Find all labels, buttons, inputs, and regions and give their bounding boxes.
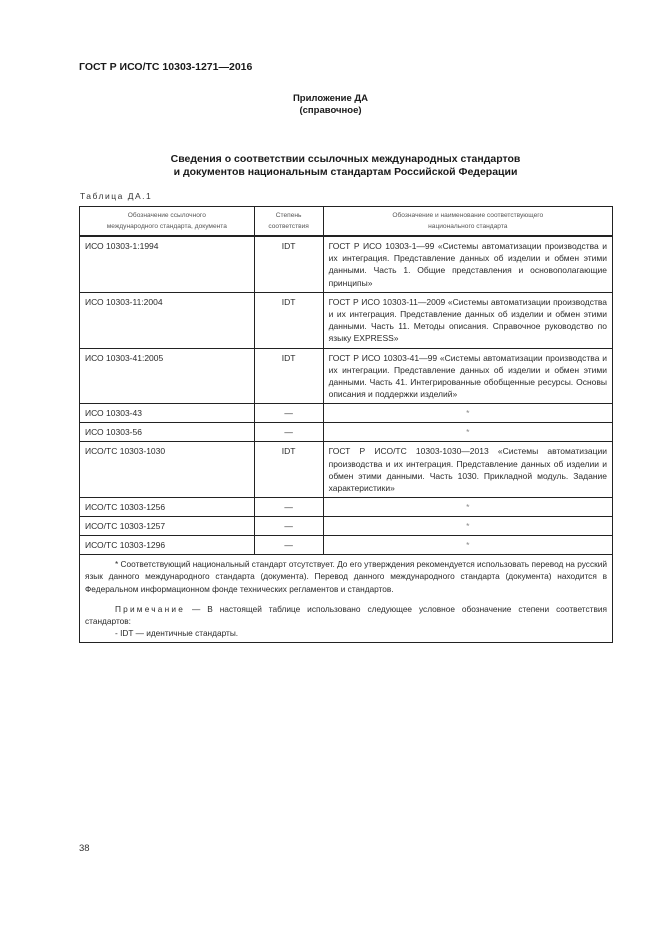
section-title-line-2: и документов национальным стандартам Российской Федерации: [173, 166, 518, 178]
table-row: [80, 404, 613, 423]
cell-degree: —: [254, 423, 323, 442]
note-label: Примечание: [115, 603, 186, 614]
cell-degree: —: [254, 498, 323, 517]
appendix-subtitle: (справочное): [299, 105, 362, 116]
cell-degree: —: [254, 536, 323, 555]
column-header-degree: Степень соответствия: [254, 207, 323, 237]
cell-code: ИСО 10303-1:1994: [80, 236, 255, 292]
cell-degree: IDT: [254, 442, 323, 498]
table-caption: Таблица ДА.1: [80, 191, 153, 201]
cell-degree: IDT: [254, 236, 323, 292]
cell-degree: —: [254, 404, 323, 423]
appendix-heading: [0, 93, 661, 117]
note: [85, 603, 607, 627]
table-row: [80, 348, 613, 404]
table-row: [80, 423, 613, 442]
cell-national: ГОСТ Р ИСО 10303-1—99 «Системы автоматизации производства и их интеграция. Представление данных об изделии и обмен этими данными. Часть 1. Общие представления и основополагающие принципы»: [323, 236, 612, 292]
page-number: 38: [79, 843, 90, 854]
cell-national: *: [323, 517, 612, 536]
footnote-text: * Соответствующий национальный стандарт отсутствует. До его утверждения рекомендуется использовать перевод на русский язык данного международного стандарта (документа). Перевод данного международного стандарта (документа) находится в Федеральном информационном фонде технических регламентов и стандартов.: [85, 559, 607, 594]
cell-national: ГОСТ Р ИСО 10303-41—99 «Системы автоматизации производства и их интеграции. Представление данных об изделии и обмен этими данными. Часть 41. Интегрированные обобщенные ресурсы. Основы описания и поддержки изделий»: [323, 348, 612, 404]
cell-code: ИСО/ТС 10303-1296: [80, 536, 255, 555]
cell-national: *: [323, 498, 612, 517]
document-header: ГОСТ Р ИСО/ТС 10303-1271—2016: [79, 61, 253, 73]
appendix-title: Приложение ДА: [292, 93, 369, 104]
cell-code: ИСО 10303-41:2005: [80, 348, 255, 404]
correspondence-table: [79, 206, 613, 643]
column-header-national-standard: Обозначение и наименование соответствующего национального стандарта: [323, 207, 612, 237]
cell-national: ГОСТ Р ИСО 10303-11—2009 «Системы автоматизации производства и их интеграция. Представление данных об изделии и обмен этими данными. Часть 11. Методы описания. Справочное руководство по языку EXPRESS»: [323, 292, 612, 348]
table-footer: [80, 555, 613, 643]
cell-national: *: [323, 536, 612, 555]
cell-degree: IDT: [254, 348, 323, 404]
cell-degree: IDT: [254, 292, 323, 348]
section-title-line-1: Сведения о соответствии ссылочных международных стандартов: [170, 153, 521, 165]
table-row: [80, 442, 613, 498]
cell-degree: —: [254, 517, 323, 536]
table-header-row: [80, 207, 613, 237]
column-header-international-standard: Обозначение ссылочного международного стандарта, документа: [80, 207, 255, 237]
cell-national: *: [323, 423, 612, 442]
cell-national: ГОСТ Р ИСО/ТС 10303-1030—2013 «Системы автоматизации производства и их интеграция. Представление данных об изделии и обмен этими данными. Часть 1030. Прикладной модуль. Задание характеристики»: [323, 442, 612, 498]
cell-code: ИСО/ТС 10303-1030: [80, 442, 255, 498]
table-row: [80, 536, 613, 555]
cell-code: ИСО/ТС 10303-1257: [80, 517, 255, 536]
cell-national: *: [323, 404, 612, 423]
cell-code: ИСО 10303-56: [80, 423, 255, 442]
table-row: [80, 498, 613, 517]
cell-code: ИСО/ТС 10303-1256: [80, 498, 255, 517]
table-footer-row: [80, 555, 613, 643]
note-text: — В настоящей таблице использовано следующее условное обозначение степени соответствия стандартов:: [85, 603, 607, 627]
cell-code: ИСО 10303-43: [80, 404, 255, 423]
cell-code: ИСО 10303-11:2004: [80, 292, 255, 348]
note-item-idt: - IDT — идентичные стандарты.: [115, 628, 239, 639]
table-row: [80, 236, 613, 292]
table-row: [80, 292, 613, 348]
section-title: [0, 153, 661, 179]
table-row: [80, 517, 613, 536]
